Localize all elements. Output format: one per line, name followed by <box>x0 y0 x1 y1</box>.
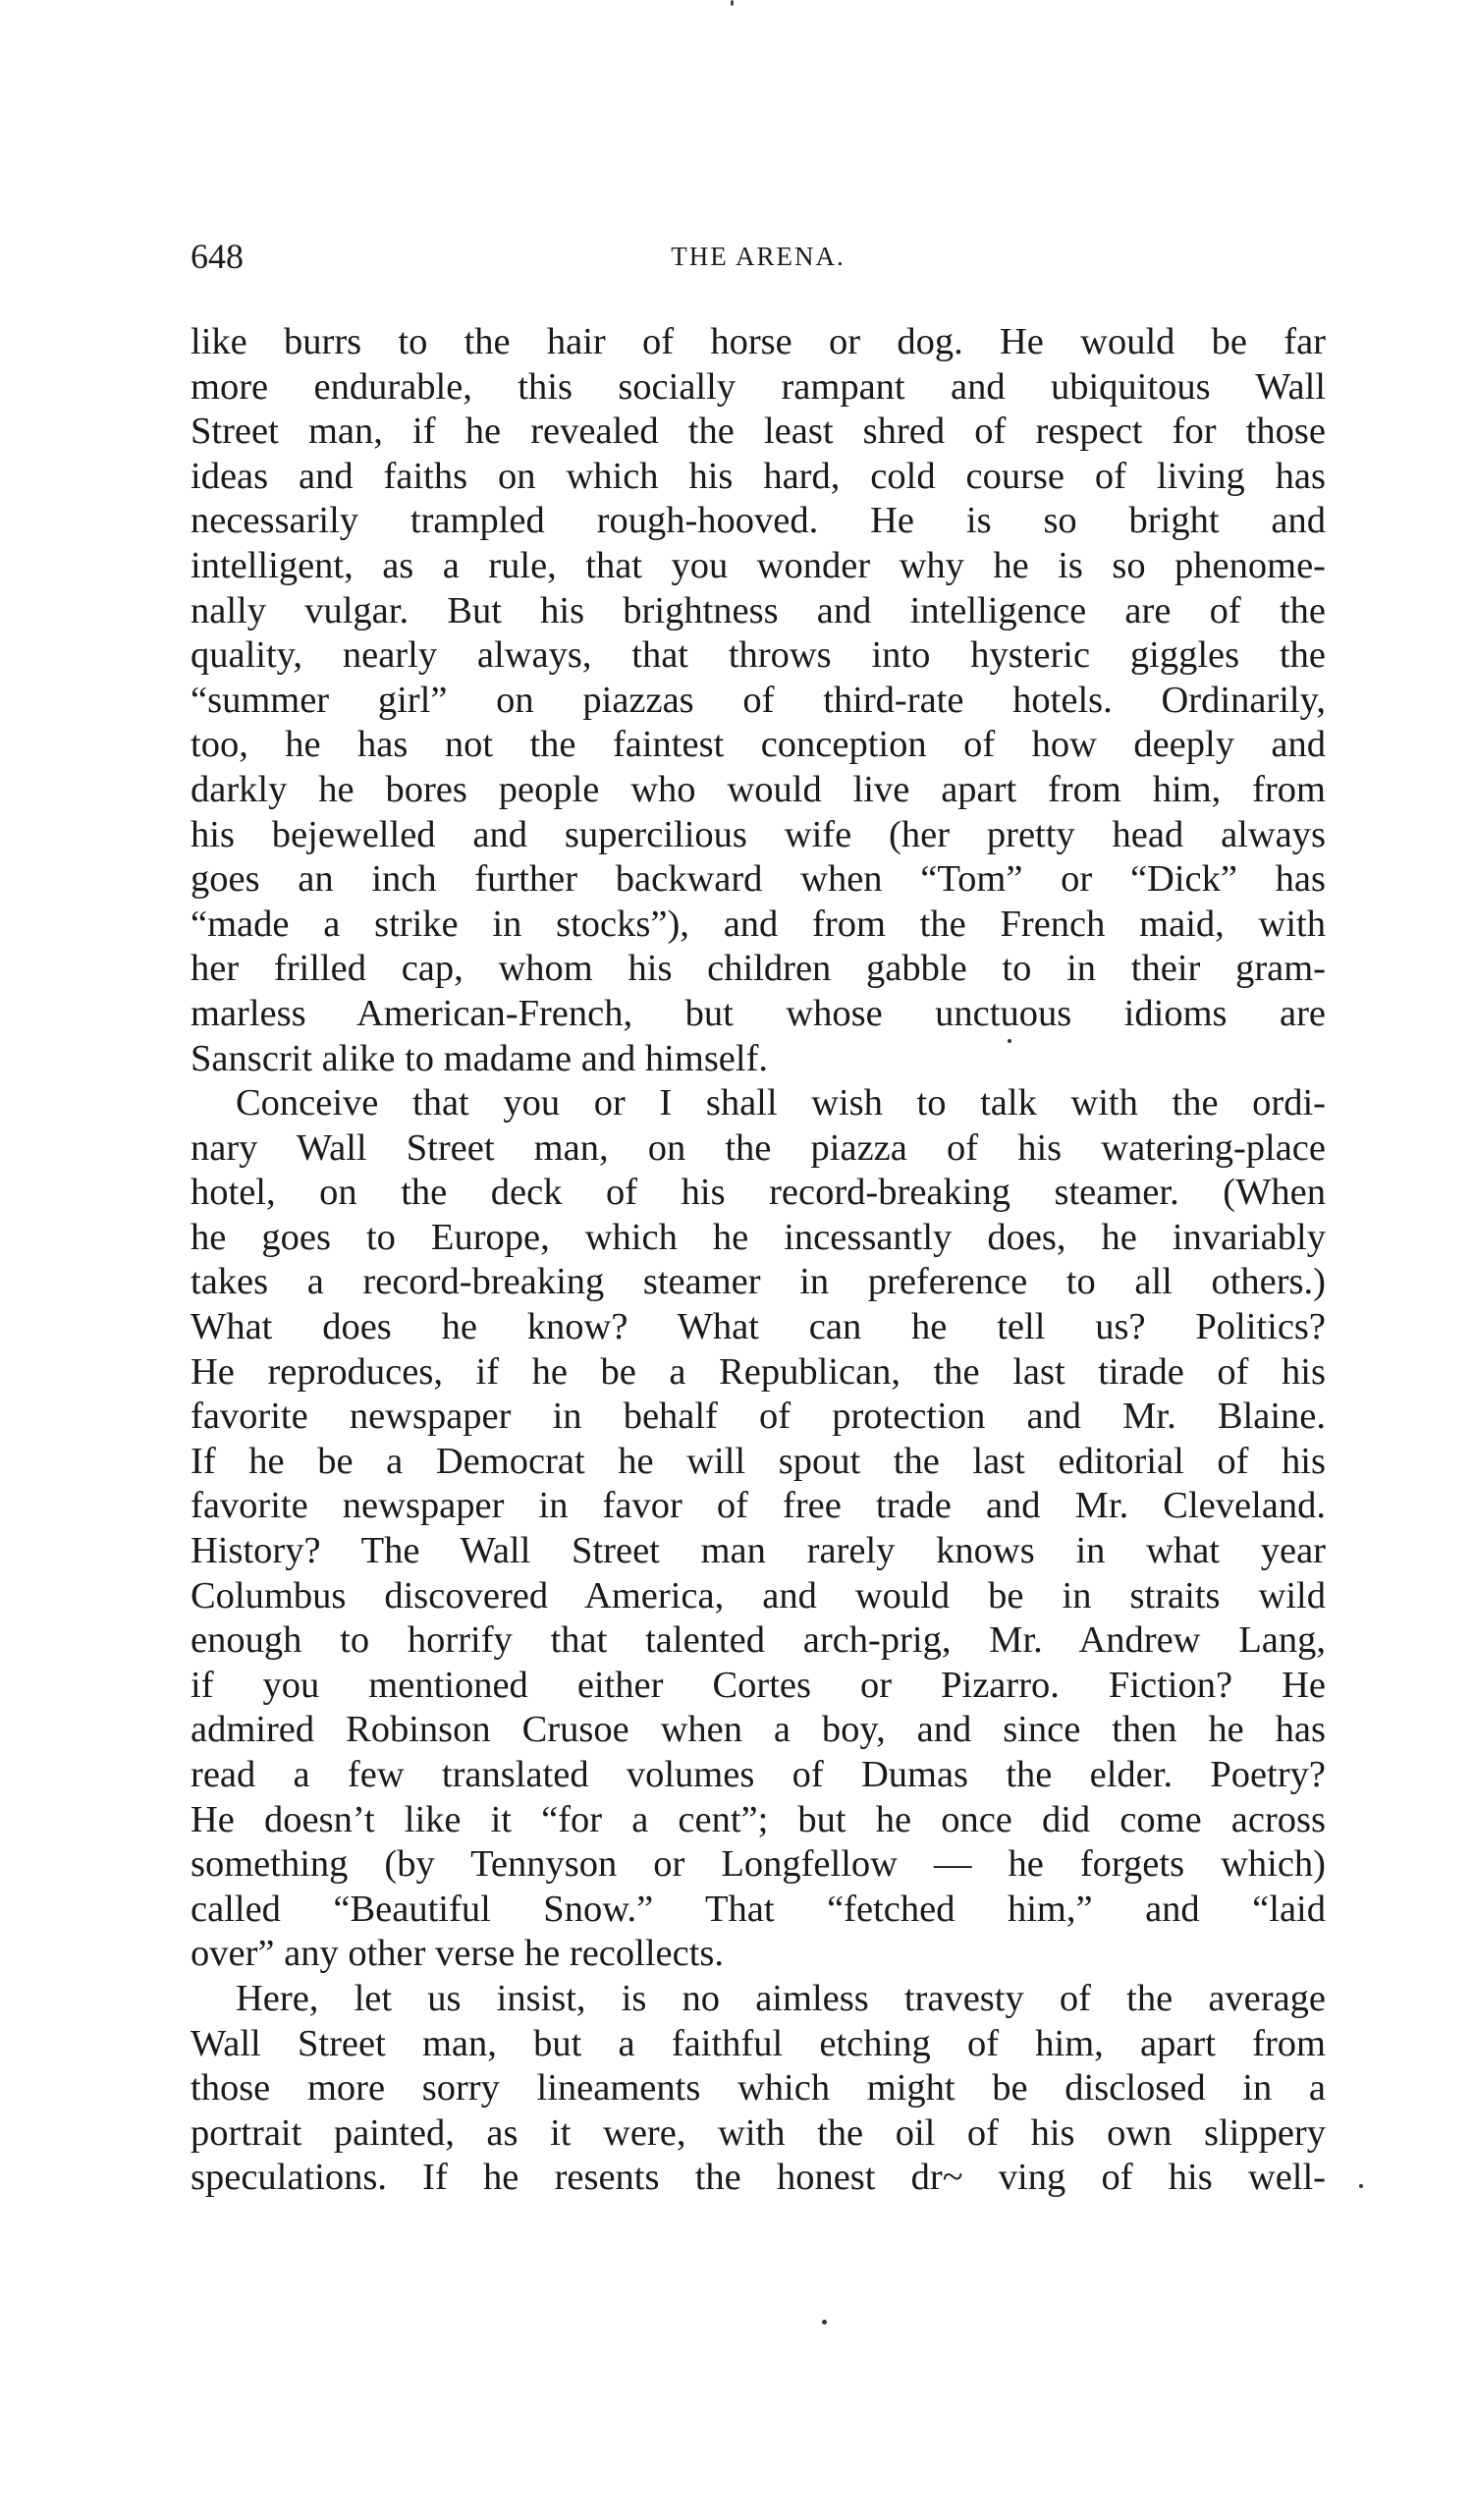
page-number: 648 <box>191 237 244 276</box>
ink-speck <box>1008 1039 1011 1043</box>
ink-speck <box>1359 2184 1363 2188</box>
text-line: he goes to Europe, which he incessantly does, he invariably <box>191 1216 1326 1258</box>
text-line: intelligent, as a rule, that you wonder why he is so phenome- <box>191 544 1326 586</box>
text-line: favorite newspaper in behalf of protection and Mr. Blaine. <box>191 1396 1326 1438</box>
text-line: quality, nearly always, that throws into hysteric giggles the <box>191 634 1326 677</box>
text-line: marless American-French, but whose unctuous idioms are <box>191 992 1326 1034</box>
page-header <box>191 232 1326 281</box>
paragraph-3 <box>191 1977 1326 2201</box>
running-title: THE ARENA. <box>671 242 846 271</box>
text-line: If he be a Democrat he will spout the last editorial of his <box>191 1440 1326 1482</box>
text-line: more endurable, this socially rampant and ubiquitous Wall <box>191 365 1326 408</box>
text-line: her frilled cap, whom his children gabble to in their gram- <box>191 948 1326 990</box>
text-line: like burrs to the hair of horse or dog. He would be far <box>191 321 1326 362</box>
text-line: “summer girl” on piazzas of third-rate hotels. Ordinarily, <box>191 679 1326 721</box>
text-line: Wall Street man, but a faithful etching of him, apart from <box>191 2022 1326 2064</box>
text-line: He doesn’t like it “for a cent”; but he once did come across <box>191 1798 1326 1840</box>
text-line: called “Beautiful Snow.” That “fetched him,” and “laid <box>191 1888 1326 1930</box>
body-text <box>191 320 1326 2201</box>
text-line: if you mentioned either Cortes or Pizarro. Fiction? He <box>191 1664 1326 1706</box>
text-line: enough to horrify that talented arch-prig, Mr. Andrew Lang, <box>191 1619 1326 1662</box>
ink-speck <box>822 2320 827 2325</box>
text-line: favorite newspaper in favor of free trade and Mr. Cleveland. <box>191 1485 1326 1527</box>
text-line: takes a record-breaking steamer in preference to all others.) <box>191 1261 1326 1303</box>
text-line: Sanscrit alike to madame and himself. <box>191 1037 769 1079</box>
text-line: Columbus discovered America, and would be in straits wild <box>191 1574 1326 1616</box>
ink-speck <box>731 0 734 6</box>
text-line: necessarily trampled rough-hooved. He is so bright and <box>191 500 1326 542</box>
text-line: ideas and faiths on which his hard, cold course of living has <box>191 455 1326 497</box>
paragraph-1 <box>191 320 1326 1081</box>
text-line: nally vulgar. But his brightness and intelligence are of the <box>191 589 1326 631</box>
text-line: “made a strike in stocks”), and from the French maid, with <box>191 903 1326 945</box>
text-line: darkly he bores people who would live apart from him, from <box>191 768 1326 810</box>
text-line: hotel, on the deck of his record-breaking steamer. (When <box>191 1172 1326 1214</box>
text-line: nary Wall Street man, on the piazza of his watering-place <box>191 1126 1326 1169</box>
text-line: goes an inch further backward when “Tom” or “Dick” has <box>191 858 1326 901</box>
text-line: too, he has not the faintest conception of how deeply and <box>191 724 1326 766</box>
text-line: those more sorry lineaments which might be disclosed in a <box>191 2067 1326 2109</box>
text-line: something (by Tennyson or Longfellow — he forgets which) <box>191 1843 1326 1886</box>
paragraph-2 <box>191 1081 1326 1977</box>
text-line: his bejewelled and supercilious wife (her pretty head always <box>191 813 1326 855</box>
text-line: speculations. If he resents the honest dr~ ving of his well- <box>191 2157 1326 2199</box>
text-line: Conceive that you or I shall wish to talk with the ordi- <box>236 1082 1326 1124</box>
text-line: admired Robinson Crusoe when a boy, and since then he has <box>191 1709 1326 1751</box>
text-line: What does he know? What can he tell us? Politics? <box>191 1306 1326 1348</box>
text-line: Here, let us insist, is no aimless travesty of the average <box>236 1977 1326 2019</box>
text-line: History? The Wall Street man rarely knows in what year <box>191 1530 1326 1572</box>
text-line: portrait painted, as it were, with the oil of his own slippery <box>191 2111 1326 2154</box>
text-line: over” any other verse he recollects. <box>191 1933 725 1975</box>
text-line: Street man, if he revealed the least shred of respect for those <box>191 411 1326 453</box>
text-line: He reproduces, if he be a Republican, the last tirade of his <box>191 1350 1326 1393</box>
text-line: read a few translated volumes of Dumas the elder. Poetry? <box>191 1754 1326 1795</box>
